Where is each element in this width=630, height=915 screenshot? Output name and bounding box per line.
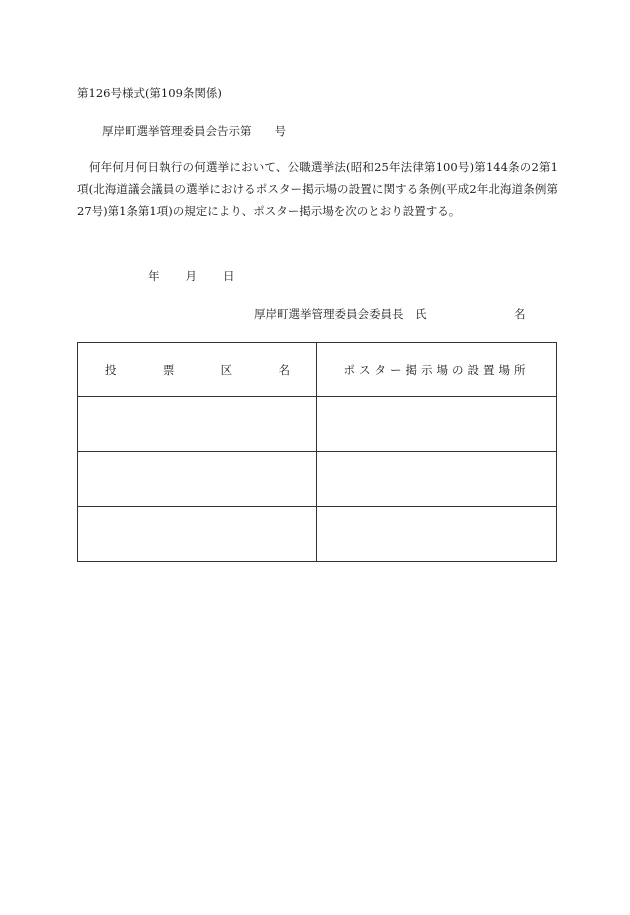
- header-district-char: 票: [162, 362, 175, 377]
- table-header-row: [78, 343, 557, 397]
- date-line: [148, 268, 235, 284]
- notice-body: 何年何月何日執行の何選挙において、公職選挙法(昭和25年法律第100号)第144条の2第1項(北海道議会議員の選挙におけるポスター掲示場の設置に関する条例(平成2年北海道条例第27号)第1条第1項)の規定により、ポスター掲示場を次のとおり設置する。: [77, 160, 558, 218]
- location-cell: [317, 397, 557, 452]
- form-number: 第126号様式(第109条関係): [77, 86, 222, 100]
- date-month: 月: [185, 269, 197, 283]
- date-year: 年: [148, 269, 160, 283]
- notice-title: 厚岸町選挙管理委員会告示第 号: [102, 124, 286, 138]
- date-day: 日: [223, 269, 235, 283]
- header-location-label: ポスター掲示場の設置場所: [343, 362, 530, 377]
- header-district: [78, 343, 317, 397]
- poster-sites-table: [77, 342, 557, 562]
- header-district-char: 投: [105, 362, 117, 377]
- district-cell: [78, 452, 317, 507]
- table-row: [78, 507, 557, 562]
- header-district-char: 区: [220, 362, 233, 377]
- district-cell: [78, 507, 317, 562]
- header-district-char: 名: [278, 362, 290, 377]
- location-cell: [317, 507, 557, 562]
- location-cell: [317, 452, 557, 507]
- table-row: [78, 452, 557, 507]
- table-row: [78, 397, 557, 452]
- signature-title: 厚岸町選挙管理委員会委員長 氏: [254, 307, 427, 321]
- signature-name-label: 名: [514, 307, 526, 321]
- district-cell: [78, 397, 317, 452]
- header-location: [317, 343, 557, 397]
